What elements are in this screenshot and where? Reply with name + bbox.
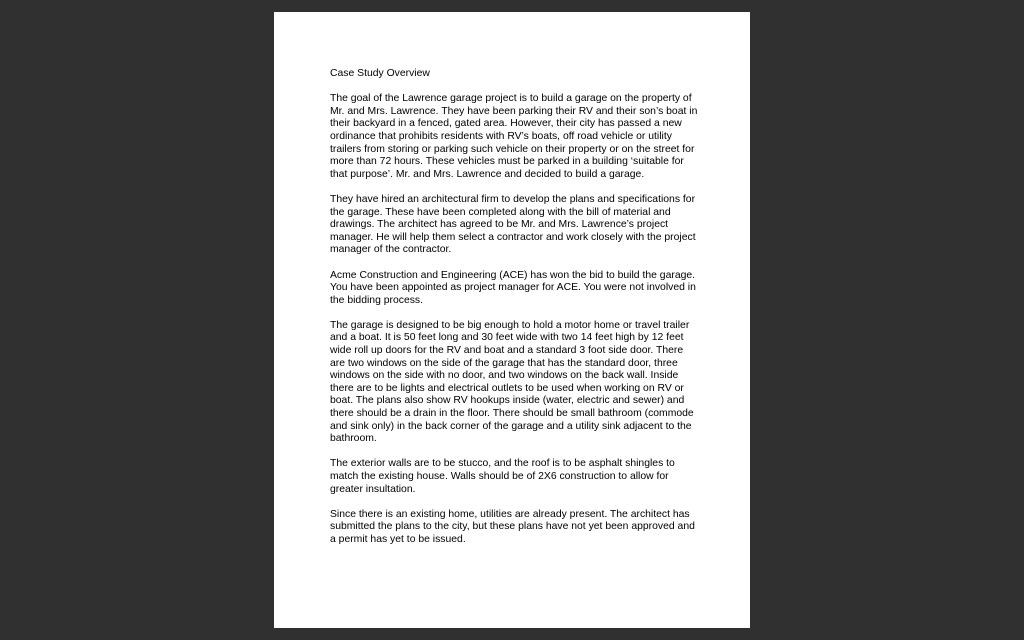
paragraph-ace: Acme Construction and Engineering (ACE) has won the bid to build the garage. You have been appointed as project manager for ACE. You were not involved in the bidding process. [330, 269, 696, 306]
paragraph-goal: The goal of the Lawrence garage project is to build a garage on the property of Mr. and Mrs. Lawrence. They have been parking their RV and their son’s boat in their backyard in a fenced, gated area. However, their city has passed a new ordinance that prohibits residents with RV’s boats, off road vehicle or utility trailers from storing or parking such vehicle on their property or on the street for more than 72 hours. These vehicles must be parked in a building ‘suitable for that purpose’. Mr. and Mrs. Lawrence and decided to build a garage. [330, 93, 698, 180]
paragraph-exterior: The exterior walls are to be stucco, and the roof is to be asphalt shingles to match the existing house. Walls should be of 2X6 construction to allow for greater insultation. [330, 458, 675, 495]
paragraph-architect: They have hired an architectural firm to develop the plans and specifications for the garage. These have been completed along with the bill of material and drawings. The architect has agreed to be Mr. and Mrs. Lawrence’s project manager. He will help them select a contractor and work closely with the project manager of the contractor. [330, 193, 696, 256]
paragraph-design: The garage is designed to be big enough to hold a motor home or travel trailer and a boat. It is 50 feet long and 30 feet wide with two 14 feet high by 12 feet wide roll up doors for the RV and boat and a standard 3 foot side door. There are two windows on the side of the garage that has the standard door, three windows on the side with no door, and two windows on the back wall. Inside there are to be lights and electrical outlets to be used when working on RV or boat. The plans also show RV hookups inside (water, electric and sewer) and there should be a drain in the floor. There should be small bathroom (commode and sink only) in the back corner of the garage and a utility sink adjacent to the bathroom. [330, 319, 694, 445]
paragraph-utilities: Since there is an existing home, utilities are already present. The architect has submitted the plans to the city, but these plans have not yet been approved and a permit has yet to be issued. [330, 508, 695, 545]
document-title: Case Study Overview [330, 68, 430, 79]
document-page [274, 12, 750, 628]
